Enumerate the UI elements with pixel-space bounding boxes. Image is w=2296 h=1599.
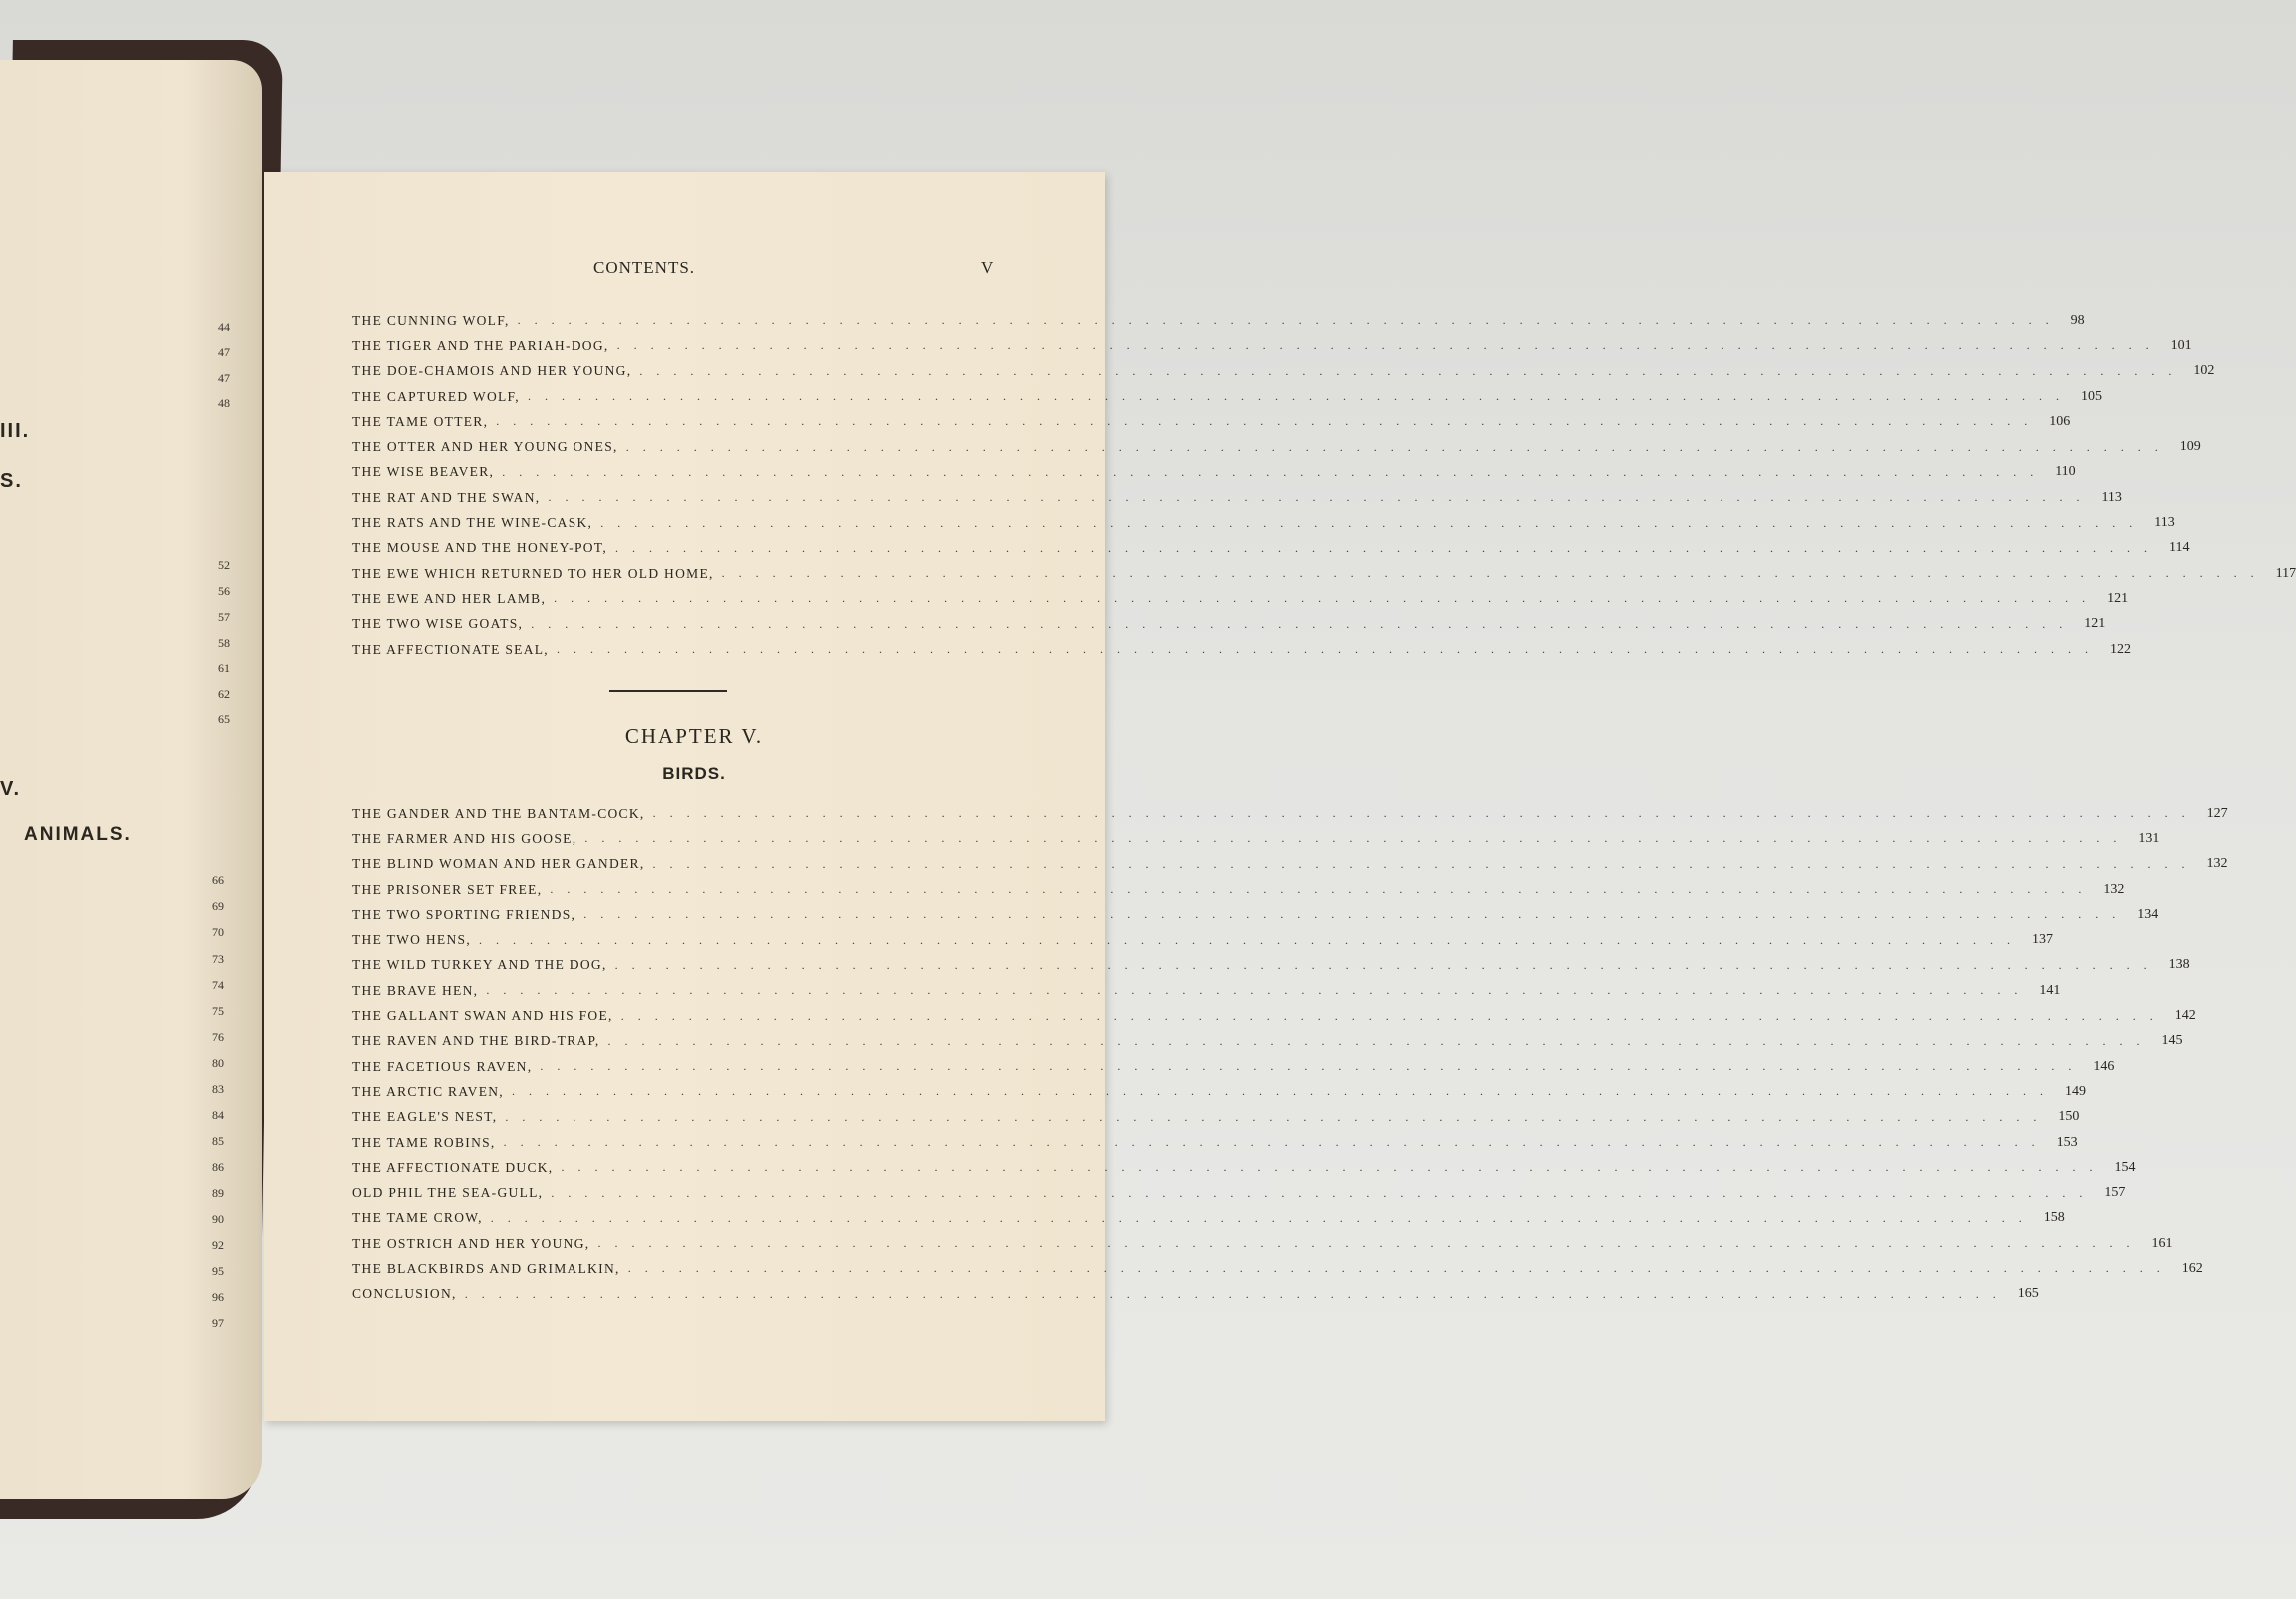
toc-entry xyxy=(352,927,2054,952)
toc-entry xyxy=(352,953,2190,978)
toc-entry-title: THE MOUSE AND THE HONEY-POT, xyxy=(352,540,608,556)
toc-entry-title: THE CAPTURED WOLF, xyxy=(352,388,520,404)
left-fragment-iii: III. xyxy=(0,420,31,442)
left-page-number: 89 xyxy=(212,1186,224,1200)
toc-entry-page: 138 xyxy=(2168,957,2190,973)
toc-entry-title: THE EWE WHICH RETURNED TO HER OLD HOME, xyxy=(352,565,714,581)
dot-leader: ........................................................................................... xyxy=(616,338,2163,353)
toc-entry-title: THE TAME OTTER, xyxy=(352,413,489,429)
toc-entry-page: 127 xyxy=(2206,805,2228,821)
toc-entry xyxy=(352,434,2201,459)
toc-entry xyxy=(352,586,2129,611)
dot-leader: ........................................................................................... xyxy=(556,642,2102,656)
toc-entry-title: THE TAME ROBINS, xyxy=(352,1134,496,1150)
dot-leader: ........................................................................................... xyxy=(531,616,2077,631)
toc-entry xyxy=(352,902,2159,927)
dot-leader: ........................................................................................... xyxy=(490,1210,2036,1225)
toc-entry xyxy=(352,801,2228,826)
toc-entry xyxy=(352,612,2106,637)
dot-leader: ........................................................................................... xyxy=(486,983,2032,998)
toc-entry-page: 153 xyxy=(2056,1134,2078,1150)
toc-entry-page: 106 xyxy=(2049,413,2071,429)
left-page-number: 69 xyxy=(212,899,224,913)
dot-leader: ........................................................................................... xyxy=(503,1135,2049,1149)
left-page-number: 47 xyxy=(218,371,230,385)
toc-entry-page: 158 xyxy=(2043,1210,2065,1226)
toc-entry-page: 121 xyxy=(2107,590,2129,606)
toc-entry-page: 101 xyxy=(2170,337,2192,353)
toc-entry-title: THE TWO HENS, xyxy=(352,932,472,948)
toc-entry xyxy=(352,1155,2136,1180)
toc-entry xyxy=(352,359,2215,384)
dot-leader: ........................................................................................... xyxy=(464,1286,2010,1301)
left-fragment-animals: ANIMALS. xyxy=(24,824,132,845)
left-page-number: 92 xyxy=(212,1238,224,1252)
toc-entry-page: 113 xyxy=(2154,515,2175,531)
left-page-number: 85 xyxy=(212,1134,224,1148)
left-page-number: 97 xyxy=(212,1316,224,1330)
toc-entry-title: THE GALLANT SWAN AND HIS FOE, xyxy=(352,1008,613,1024)
dot-leader: ........................................................................................... xyxy=(561,1160,2107,1175)
left-page-number: 73 xyxy=(212,952,224,966)
toc-entry-page: 137 xyxy=(2032,932,2054,948)
dot-leader: ........................................................................................... xyxy=(584,831,2131,846)
toc-entry-title: THE BRAVE HEN, xyxy=(352,982,479,998)
toc-entry-page: 141 xyxy=(2039,982,2061,998)
toc-entry-title: THE FACETIOUS RAVEN, xyxy=(352,1058,533,1074)
dot-leader: ........................................................................................... xyxy=(505,1109,2051,1124)
toc-entry-page: 98 xyxy=(2070,312,2085,328)
left-page-number: 84 xyxy=(212,1108,224,1122)
toc-entry xyxy=(352,637,2131,662)
toc-entry-page: 131 xyxy=(2138,830,2160,846)
toc-entry xyxy=(352,561,2296,586)
chapter-heading: CHAPTER V. xyxy=(624,724,764,748)
toc-entry-page: 109 xyxy=(2179,439,2201,455)
toc-entry xyxy=(352,1130,2078,1155)
toc-entry-page: 154 xyxy=(2114,1159,2136,1175)
toc-entry-page: 121 xyxy=(2084,616,2106,632)
dot-leader: ........................................................................................... xyxy=(517,313,2063,328)
toc-entry-page: 132 xyxy=(2206,856,2228,872)
dot-leader: ........................................................................................... xyxy=(627,1261,2174,1276)
toc-entry-title: THE BLIND WOMAN AND HER GANDER, xyxy=(352,856,645,872)
dot-leader: ........................................................................................... xyxy=(512,1084,2057,1099)
toc-entry xyxy=(352,1105,2080,1130)
left-page-number: 83 xyxy=(212,1082,224,1096)
toc-entry-title: THE AFFECTIONATE DUCK, xyxy=(352,1159,554,1175)
toc-section-birds xyxy=(352,801,2228,1307)
running-title: CONTENTS. xyxy=(593,258,696,277)
left-page-number: 70 xyxy=(212,925,224,939)
toc-entry-page: 134 xyxy=(2137,906,2159,922)
left-page-number: 52 xyxy=(218,558,230,572)
toc-entry xyxy=(352,1231,2173,1256)
dot-leader: ........................................................................................... xyxy=(527,389,2073,404)
toc-entry xyxy=(352,1180,2126,1205)
dot-leader: ........................................................................................... xyxy=(548,490,2094,505)
toc-entry-page: 113 xyxy=(2101,489,2122,505)
left-page xyxy=(0,60,262,1499)
toc-entry xyxy=(352,384,2102,409)
toc-entry-title: THE BLACKBIRDS AND GRIMALKIN, xyxy=(352,1260,620,1276)
toc-entry-page: 142 xyxy=(2174,1008,2196,1024)
toc-entry-page: 114 xyxy=(2169,540,2190,556)
toc-entry xyxy=(352,536,2190,561)
toc-entry xyxy=(352,877,2125,902)
toc-entry xyxy=(352,460,2076,485)
toc-entry xyxy=(352,1206,2065,1231)
toc-entry xyxy=(352,826,2160,851)
toc-entry xyxy=(352,1003,2196,1028)
toc-entry-title: THE FARMER AND HIS GOOSE, xyxy=(352,830,577,846)
toc-entry-page: 122 xyxy=(2109,641,2131,657)
left-page-number: 57 xyxy=(218,610,230,624)
left-page-number: 74 xyxy=(212,978,224,992)
section-divider xyxy=(609,690,727,692)
toc-entry-title: THE RAVEN AND THE BIRD-TRAP, xyxy=(352,1033,600,1049)
toc-entry-title: THE DOE-CHAMOIS AND HER YOUNG, xyxy=(352,363,632,379)
left-page-number: 62 xyxy=(218,687,230,701)
toc-entry-title: THE TAME CROW, xyxy=(352,1210,483,1226)
dot-leader: ........................................................................................... xyxy=(614,957,2161,972)
dot-leader: ........................................................................................... xyxy=(607,1033,2154,1048)
toc-entry-page: 110 xyxy=(2055,464,2076,480)
toc-entry xyxy=(352,1079,2086,1104)
left-page-number: 86 xyxy=(212,1160,224,1174)
toc-entry xyxy=(352,485,2122,510)
left-page-number: 75 xyxy=(212,1004,224,1018)
dot-leader: ........................................................................................... xyxy=(583,907,2130,922)
toc-entry-page: 117 xyxy=(2275,565,2296,581)
left-fragment-v: V. xyxy=(0,778,22,800)
left-page-number: 56 xyxy=(218,584,230,598)
toc-entry-page: 157 xyxy=(2104,1185,2126,1201)
dot-leader: ........................................................................................... xyxy=(615,540,2162,555)
toc-entry-title: THE AFFECTIONATE SEAL, xyxy=(352,641,549,657)
dot-leader: ........................................................................................... xyxy=(551,1185,2097,1200)
toc-entry xyxy=(352,1282,2039,1307)
left-page-number: 47 xyxy=(218,345,230,359)
left-fragment-s: S. xyxy=(0,470,23,492)
dot-leader: ........................................................................................... xyxy=(620,1008,2167,1023)
dot-leader: ........................................................................................... xyxy=(600,515,2147,530)
toc-entry-page: 105 xyxy=(2080,388,2102,404)
dot-leader: ........................................................................................... xyxy=(496,414,2042,429)
toc-entry-page: 150 xyxy=(2058,1109,2080,1125)
toc-entry-title: CONCLUSION, xyxy=(352,1286,457,1302)
dot-leader: ........................................................................................... xyxy=(652,856,2199,871)
toc-entry-title: THE RAT AND THE SWAN, xyxy=(352,489,541,505)
toc-entry-title: THE RATS AND THE WINE-CASK, xyxy=(352,515,593,531)
toc-entry xyxy=(352,510,2175,535)
toc-entry xyxy=(352,308,2085,333)
toc-entry-page: 165 xyxy=(2017,1286,2039,1302)
left-page-number: 65 xyxy=(218,712,230,726)
chapter-subheading: BIRDS. xyxy=(662,764,726,783)
toc-section-chapter-iv xyxy=(352,308,2296,662)
toc-entry-title: THE GANDER AND THE BANTAM-COCK, xyxy=(352,805,645,821)
toc-entry-title: THE TWO WISE GOATS, xyxy=(352,616,524,632)
left-page-number: 95 xyxy=(212,1264,224,1278)
toc-entry xyxy=(352,1029,2183,1054)
toc-entry-title: THE OTTER AND HER YOUNG ONES, xyxy=(352,439,618,455)
dot-leader: ........................................................................................... xyxy=(597,1236,2144,1251)
dot-leader: ........................................................................................... xyxy=(502,464,2048,479)
toc-entry xyxy=(352,1054,2115,1079)
toc-entry xyxy=(352,409,2071,434)
toc-entry-page: 161 xyxy=(2151,1235,2173,1251)
dot-leader: ........................................................................................... xyxy=(652,806,2199,821)
toc-entry xyxy=(352,1256,2203,1281)
toc-entry-title: THE TWO SPORTING FRIENDS, xyxy=(352,906,576,922)
dot-leader: ........................................................................................... xyxy=(639,363,2186,378)
left-page-number: 96 xyxy=(212,1290,224,1304)
toc-entry-title: THE OSTRICH AND HER YOUNG, xyxy=(352,1235,590,1251)
left-page-number: 61 xyxy=(218,661,230,675)
toc-entry-page: 102 xyxy=(2193,363,2215,379)
toc-entry-title: THE CUNNING WOLF, xyxy=(352,312,510,328)
dot-leader: ........................................................................................... xyxy=(554,591,2100,606)
toc-entry xyxy=(352,978,2061,1003)
toc-entry-page: 146 xyxy=(2093,1058,2115,1074)
left-page-number: 90 xyxy=(212,1212,224,1226)
toc-entry-title: THE EAGLE'S NEST, xyxy=(352,1109,498,1125)
toc-entry-title: THE PRISONER SET FREE, xyxy=(352,881,543,897)
toc-entry-title: THE EWE AND HER LAMB, xyxy=(352,590,547,606)
dot-leader: ........................................................................................... xyxy=(540,1059,2086,1074)
left-page-number: 44 xyxy=(218,320,230,334)
toc-entry xyxy=(352,333,2192,358)
dot-leader: ........................................................................................... xyxy=(721,566,2268,581)
toc-entry xyxy=(352,852,2228,877)
toc-entry-page: 162 xyxy=(2181,1260,2203,1276)
left-page-number: 80 xyxy=(212,1056,224,1070)
left-page-number: 66 xyxy=(212,873,224,887)
dot-leader: ........................................................................................... xyxy=(550,882,2096,897)
left-page-number: 48 xyxy=(218,396,230,410)
toc-entry-title: THE WISE BEAVER, xyxy=(352,464,495,480)
toc-entry-title: OLD PHIL THE SEA-GULL, xyxy=(352,1185,544,1201)
running-page-number: V xyxy=(981,258,994,277)
left-page-number: 58 xyxy=(218,636,230,650)
left-page-number: 76 xyxy=(212,1030,224,1044)
right-page xyxy=(264,172,2296,1421)
toc-entry-page: 132 xyxy=(2103,881,2125,897)
toc-entry-title: THE WILD TURKEY AND THE DOG, xyxy=(352,957,607,973)
toc-entry-title: THE TIGER AND THE PARIAH-DOG, xyxy=(352,337,609,353)
toc-entry-title: THE ARCTIC RAVEN, xyxy=(352,1083,504,1099)
toc-entry-page: 145 xyxy=(2161,1033,2183,1049)
toc-entry-page: 149 xyxy=(2065,1083,2086,1099)
dot-leader: ........................................................................................... xyxy=(479,932,2025,947)
dot-leader: ........................................................................................... xyxy=(625,439,2172,454)
